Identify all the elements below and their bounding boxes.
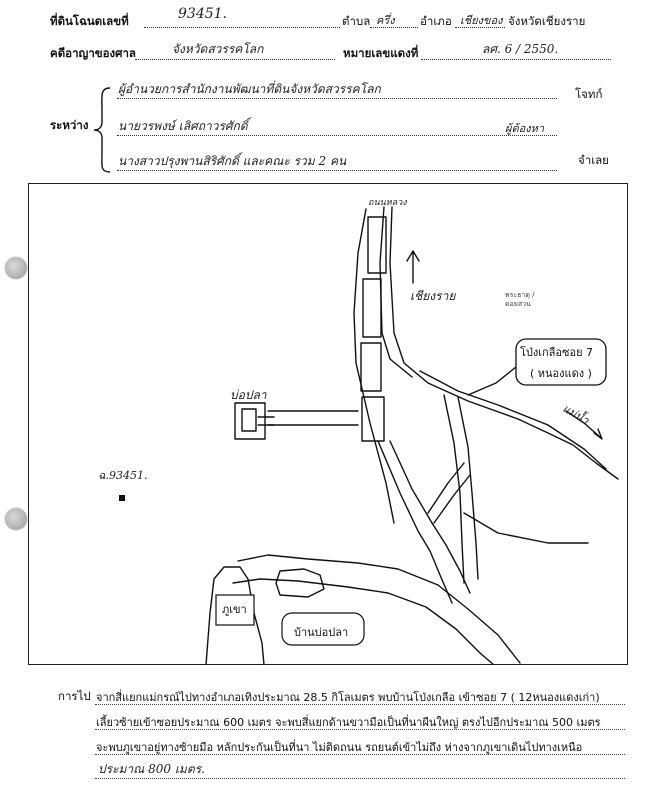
plaintiff-role: โจทก์ <box>575 87 603 101</box>
soi7-branch-b <box>458 397 478 579</box>
soi7-branch-a <box>444 395 464 583</box>
north-road-label: ถนนหลวง <box>368 198 407 208</box>
mountain-label: ภูเขา <box>222 603 247 616</box>
main-road-inner-right <box>380 207 412 377</box>
title-deed-label: ที่ดินโฉนดเลขที่ <box>50 14 129 28</box>
title-deed-dotline <box>144 27 340 28</box>
court-dotline <box>135 59 335 60</box>
directions-line4: ประมาณ 800 เมตร. <box>98 762 205 776</box>
road-direction-label: เชียงราย <box>410 289 456 303</box>
between-label: ระหว่าง <box>50 118 89 132</box>
defendant1-dotline <box>117 135 557 136</box>
directions-rule3 <box>95 754 625 755</box>
town-block-2 <box>363 279 381 337</box>
north-arrow <box>407 251 419 283</box>
south-road-left <box>378 441 452 603</box>
town-block-3 <box>361 343 381 391</box>
directions-label: การไป <box>58 689 91 703</box>
callout-line2: ( หนองแดง ) <box>530 367 592 380</box>
callout-line1: โป่งเกลือซอย 7 <box>520 346 594 359</box>
defendant1-role: ผู้ต้องหา <box>505 122 544 135</box>
defendant2-value: นางสาวปรุงพานสิริศักดิ์ และคณะ รวม 2 คน <box>118 154 347 168</box>
plaintiff-value: ผู้อำนวยการสำนักงานพัฒนาที่ดินจังหวัดสวรรคโลก <box>118 82 381 96</box>
directions-rule2 <box>95 729 625 730</box>
directions-rule1 <box>95 704 625 705</box>
punch-hole-top <box>5 257 27 279</box>
directions-rule4 <box>95 778 625 779</box>
district-value: เชียงของ <box>460 14 503 27</box>
party-brace <box>92 86 114 174</box>
title-deed-value: 93451. <box>178 6 227 22</box>
subdistrict-value: ครึ่ง <box>376 14 395 27</box>
district-label: อำเภอ <box>420 14 452 28</box>
defendant1-value: นายวรพงษ์ เลิศถาวรศักดิ์ <box>118 119 248 133</box>
fishpond-inner <box>242 409 256 431</box>
map-drawing <box>28 183 628 665</box>
case-no-dotline <box>421 59 611 60</box>
directions-line1: จากสี่แยกแม่กรณ์ไปทางอำเภอเทิงประมาณ 28.5 กิโลเมตร พบบ้านโป่งเกลือ เข้าซอย 7 ( 12หนองแดงเก่า) <box>96 691 600 704</box>
fishpond-label: บ่อปลา <box>230 388 267 402</box>
directions-line2: เลี้ยวซ้ายเข้าซอยประมาณ 600 เมตร จะพบสี่แยกด้านขวามือเป็นที่นาผืนใหญ่ ตรงไปอีกประมาณ 500 เมตร <box>96 716 601 729</box>
directions-line3: จะพบภูเขาอยู่ทางซ้ายมือ หลักประกันเป็นที่นา ไม่ติดถนน รถยนต์เข้าไม่ถึง ห่างจากภูเขาเดินไปทางเหนือ <box>96 741 583 754</box>
defendant2-dotline <box>117 170 557 171</box>
case-no-value: ลศ. 6 / 2550. <box>482 42 559 56</box>
subdistrict-label: ตำบล <box>342 14 371 28</box>
village-label: บ้านบ่อปลา <box>294 626 349 639</box>
province-label: จังหวัดเชียงราย <box>508 14 586 28</box>
court-label: คดีอาญาของศาล <box>50 46 136 60</box>
court-value: จังหวัดสวรรคโลก <box>172 42 264 56</box>
punch-hole-bottom <box>5 508 27 530</box>
defendant-role: จำเลย <box>578 153 609 167</box>
main-road-left-edge <box>354 209 394 523</box>
small-map-note: พระธาตุ / ดอยสวน <box>505 291 535 308</box>
parcel-marker <box>119 495 125 501</box>
river-label: แม่น้ำ <box>560 401 592 428</box>
parcel-label: ฉ.93451. <box>98 469 148 482</box>
plaintiff-dotline <box>117 98 557 99</box>
east-branch <box>464 513 588 543</box>
case-no-label: หมายเลขแดงที่ <box>343 46 419 60</box>
